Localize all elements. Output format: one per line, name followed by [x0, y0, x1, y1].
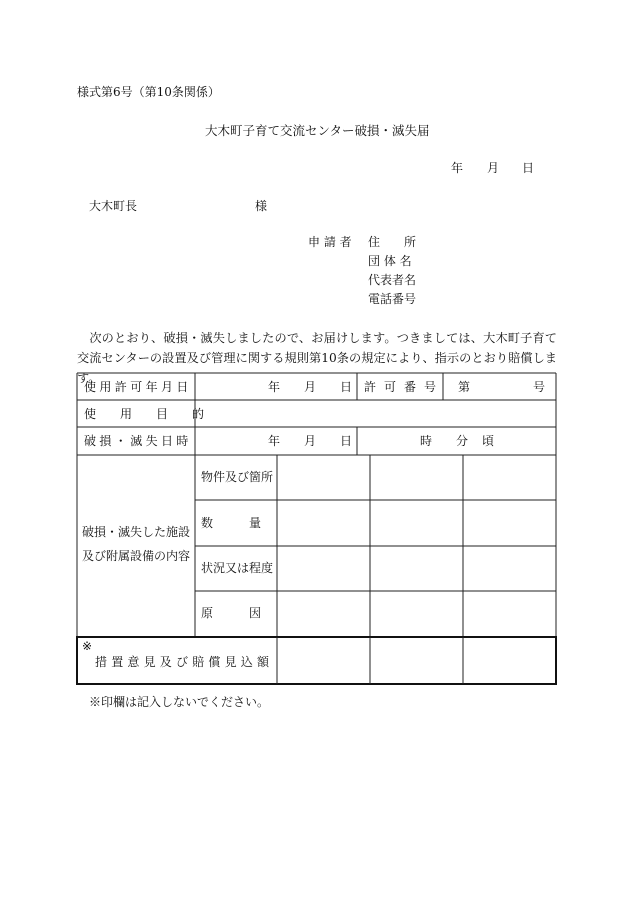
cause-label: 原 因 — [201, 606, 262, 620]
addressee-name: 大木町長 — [89, 199, 138, 213]
body-paragraph: 次のとおり、破損・滅失しましたので、お届けします。つきましては、大木町子育て交流センターの設置及び管理に関する規則第10条の規定により、指示のとおり賠償します。 — [77, 331, 557, 385]
addressee-honorific: 様 — [255, 199, 268, 213]
damage-time-hour-field[interactable]: 時 — [420, 434, 433, 448]
damage-date-label: 破損・滅失日時 — [84, 434, 192, 448]
damage-date-day-field[interactable]: 日 — [340, 434, 353, 448]
office-use-mark: ※ — [82, 639, 93, 653]
purpose-label: 使用目的 — [84, 407, 229, 421]
applicant-group-label: 団 体 名 — [368, 254, 412, 268]
office-opinion-label: 措置意見及び賠償見込額 — [95, 655, 274, 669]
applicant-representative-label: 代表者名 — [368, 273, 417, 287]
form-number: 様式第6号（第10条関係） — [77, 85, 220, 99]
item-location-label: 物件及び箇所 — [201, 470, 274, 484]
damage-date-year-field[interactable]: 年 — [268, 434, 281, 448]
applicant-label: 申 請 者 — [308, 235, 352, 249]
permit-date-year-field[interactable]: 年 — [268, 380, 281, 394]
damaged-content-label-line1: 破損・滅失した施設 — [82, 525, 191, 539]
applicant-phone-label: 電話番号 — [368, 292, 417, 306]
permit-date-day-field[interactable]: 日 — [340, 380, 353, 394]
permit-number-suffix: 号 — [533, 380, 546, 394]
date-day: 日 — [522, 161, 535, 175]
applicant-address-label: 住 所 — [368, 235, 417, 249]
purpose-field[interactable] — [196, 401, 555, 426]
quantity-label: 数 量 — [201, 516, 262, 530]
permit-number-prefix: 第 — [458, 380, 471, 394]
footnote: ※印欄は記入しないでください。 — [89, 695, 270, 709]
document-title: 大木町子育て交流センター破損・滅失届 — [205, 123, 430, 138]
permit-date-label: 使用許可年月日 — [84, 380, 192, 394]
damage-time-approx: 頃 — [482, 434, 495, 448]
damage-time-minute-field[interactable]: 分 — [456, 434, 469, 448]
damaged-content-label-line2: 及び附属設備の内容 — [82, 549, 191, 563]
date-month: 月 — [487, 161, 500, 175]
condition-label: 状況又は程度 — [201, 561, 274, 575]
permit-date-month-field[interactable]: 月 — [304, 380, 317, 394]
permit-number-label: 許可番号 — [364, 380, 445, 394]
date-year: 年 — [451, 161, 464, 175]
damage-date-month-field[interactable]: 月 — [304, 434, 317, 448]
